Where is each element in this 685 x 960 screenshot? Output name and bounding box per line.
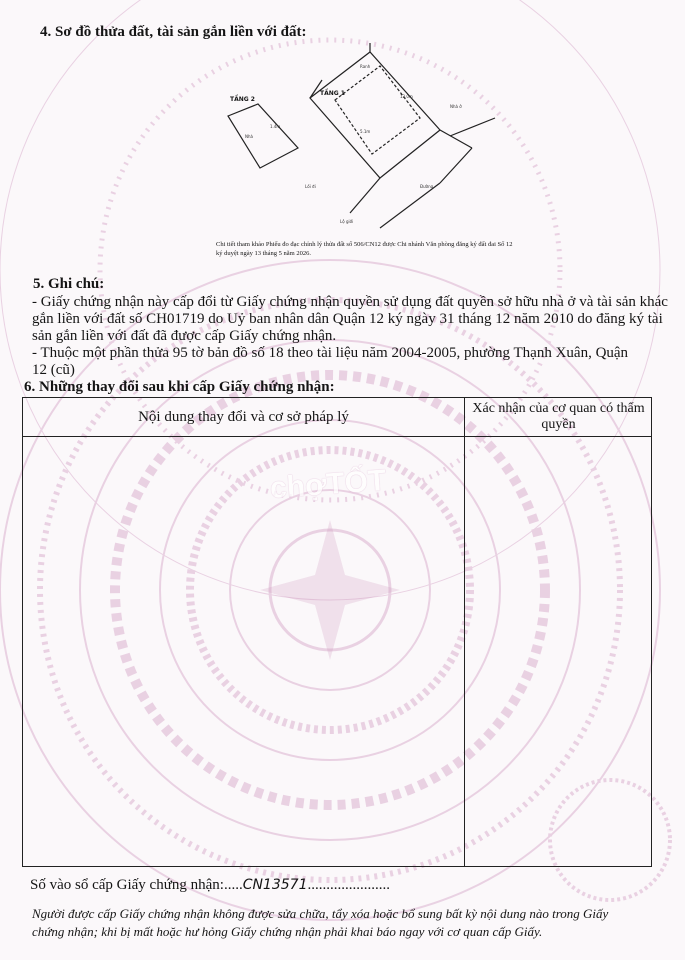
svg-text:13.0m: 13.0m xyxy=(400,94,413,99)
footer-notice: Người được cấp Giấy chứng nhận không được sửa chữa, tẩy xóa hoặc bổ sung bất kỳ nội dung nào trong Giấy chứng nhận; khi bị mất hoặc hư hỏng Giấy chứng nhận phải khai báo ngay với cơ quan cấp Giấy. xyxy=(32,906,609,939)
watermark-text: chợTỐT xyxy=(268,463,388,506)
svg-text:Đường: Đường xyxy=(420,184,434,189)
registry-number: CN13571 xyxy=(242,877,308,893)
header-divider xyxy=(23,436,651,437)
registry-dots-before: ..... xyxy=(223,877,243,893)
svg-text:1.4m: 1.4m xyxy=(270,124,281,129)
registry-line xyxy=(30,877,390,894)
column-divider xyxy=(464,398,465,866)
registry-label: Số vào sổ cấp Giấy chứng nhận: xyxy=(30,877,224,893)
svg-text:Nhà: Nhà xyxy=(245,134,253,139)
land-plot-diagram xyxy=(210,38,520,263)
section-5-title: 5. Ghi chú: xyxy=(33,276,105,292)
svg-text:Ranh: Ranh xyxy=(360,64,371,69)
note-2: - Thuộc một phần thửa 95 tờ bản đồ số 18 theo tài liệu năm 2004-2005, phường Thạnh Xuân, Quận 12 (cũ) xyxy=(32,345,629,378)
floor-2-label: TẦNG 2 xyxy=(230,96,255,103)
section-4-title: 4. Sơ đồ thửa đất, tài sản gắn liền với đất: xyxy=(40,24,307,40)
diagram-caption: Chi tiết tham khảo Phiếu đo đạc chỉnh lý thửa đất số 506/CN12 được Chi nhánh Văn phòng đăng ký đất đai Số 12 ký duyệt ngày 13 tháng 5 năm 2026. xyxy=(216,241,513,257)
svg-text:Nhà ở: Nhà ở xyxy=(450,104,462,109)
floor-1-label: TẦNG 1 xyxy=(320,90,345,97)
svg-text:Lộ giới: Lộ giới xyxy=(340,219,354,224)
registry-dots-after: ...................... xyxy=(307,877,390,893)
note-1: - Giấy chứng nhận này cấp đổi từ Giấy chứng nhận quyền sử dụng đất quyền sở hữu nhà ở và tài sản khác gắn liền với đất số CH01719 do Uỷ ban nhân dân Quận 12 ký ngày 31 tháng 12 năm 2010 do đăng ký tài sản gắn liền với đất đã được cấp Giấy chứng nhận. xyxy=(32,294,668,344)
svg-text:5.1m: 5.1m xyxy=(360,129,371,134)
column-header-confirmation: Xác nhận của cơ quan có thẩm quyền xyxy=(472,401,645,432)
column-header-content: Nội dung thay đổi và cơ sở pháp lý xyxy=(138,409,349,425)
changes-table xyxy=(22,397,652,867)
section-6-title: 6. Những thay đổi sau khi cấp Giấy chứng nhận: xyxy=(24,379,335,395)
svg-text:Lối đi: Lối đi xyxy=(305,184,316,189)
